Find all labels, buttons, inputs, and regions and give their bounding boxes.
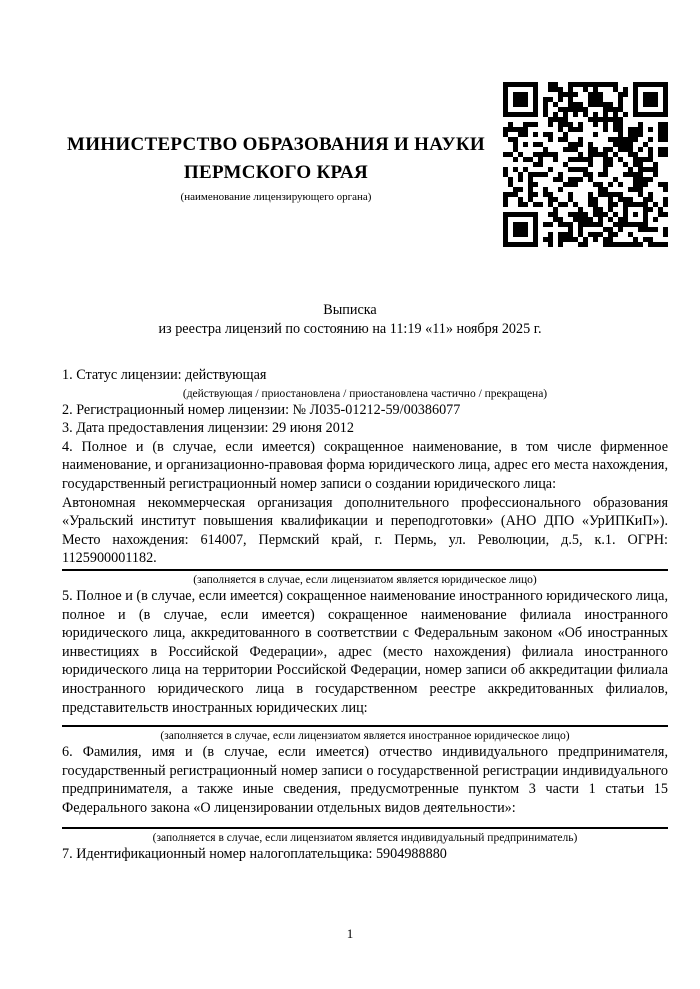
item-6-entrepreneur-label: 6. Фамилия, имя и (в случае, если имеется) отчество индивидуального предпринимателя, государственный регистрационный номер записи о государственной регистрации индивидуального предпринимателя, а также иные сведения, предусмотренные пунктом 3 части 1 статьи 15 Федерального закона «О лицензировании отдельных видов деятельности»:: [62, 744, 668, 816]
licensing-authority-block: [62, 131, 490, 204]
ministry-name-line2: ПЕРМСКОГО КРАЯ: [183, 162, 369, 183]
item-4-legal-entity-value: Автономная некоммерческая организация дополнительного профессионального образования «Уральский институт повышения квалификации и переподготовки» (АНО ДПО «УрИПКиП»). Место нахождения: 614007, Пермский край, г. Пермь, ул. Революции, д.5, к.1. ОГРН: 1125900001182.: [62, 494, 668, 567]
item-4-fill-in-line: [62, 569, 668, 571]
item-7-taxpayer-number: 7. Идентификационный номер налогоплательщика: 5904988880: [62, 846, 447, 863]
document-title-line1: Выписка: [323, 302, 377, 318]
item-4-legal-entity-label: 4. Полное и (в случае, если имеется) сокращенное наименование, в том числе фирменное наименование, и организационно-правовая форма юридического лица, адрес его места нахождения, государственный регистрационный номер записи о создании юридического лица:: [62, 438, 668, 492]
item-1-caption: (действующая / приостановлена / приостановлена частично / прекращена): [182, 387, 548, 400]
item-6-fill-in-line: [62, 827, 668, 829]
item-1-license-status: 1. Статус лицензии: действующая: [62, 367, 267, 383]
item-5-caption: (заполняется в случае, если лицензиатом является иностранное юридическое лицо): [160, 730, 570, 743]
item-5-fill-in-line: [62, 725, 668, 727]
ministry-caption: (наименование лицензирующего органа): [180, 191, 372, 203]
item-6-caption: (заполняется в случае, если лицензиатом является индивидуальный предприниматель): [152, 832, 578, 845]
item-3-grant-date: 3. Дата предоставления лицензии: 29 июня 2012: [62, 420, 354, 437]
ministry-name-line1: МИНИСТЕРСТВО ОБРАЗОВАНИЯ И НАУКИ: [66, 134, 486, 155]
document-body: [62, 366, 668, 864]
page-number: 1: [346, 926, 354, 941]
item-2-registration-number: 2. Регистрационный номер лицензии: № Л035-01212-59/00386077: [62, 401, 461, 418]
qr-code: [503, 82, 668, 247]
item-4-caption: (заполняется в случае, если лицензиатом является юридическое лицо): [193, 573, 537, 586]
document-title-line2: из реестра лицензий по состоянию на 11:19 «11» ноября 2025 г.: [158, 320, 542, 337]
item-5-foreign-entity-label: 5. Полное и (в случае, если имеется) сокращенное наименование иностранного юридического лица, полное и (в случае, если имеется) сокращенное наименование филиала иностранного юридического лица, аккредитованного в соответствии с Федеральным законом «Об иностранных инвестициях в Российской Федерации», адрес (место нахождения) филиала иностранного юридического лица на территории Российской Федерации, номер записи об аккредитации филиала иностранного юридического лица в государственном реестре аккредитованных филиалов, представительств иностранных юридических лиц:: [62, 587, 668, 716]
document-title: [0, 301, 700, 338]
